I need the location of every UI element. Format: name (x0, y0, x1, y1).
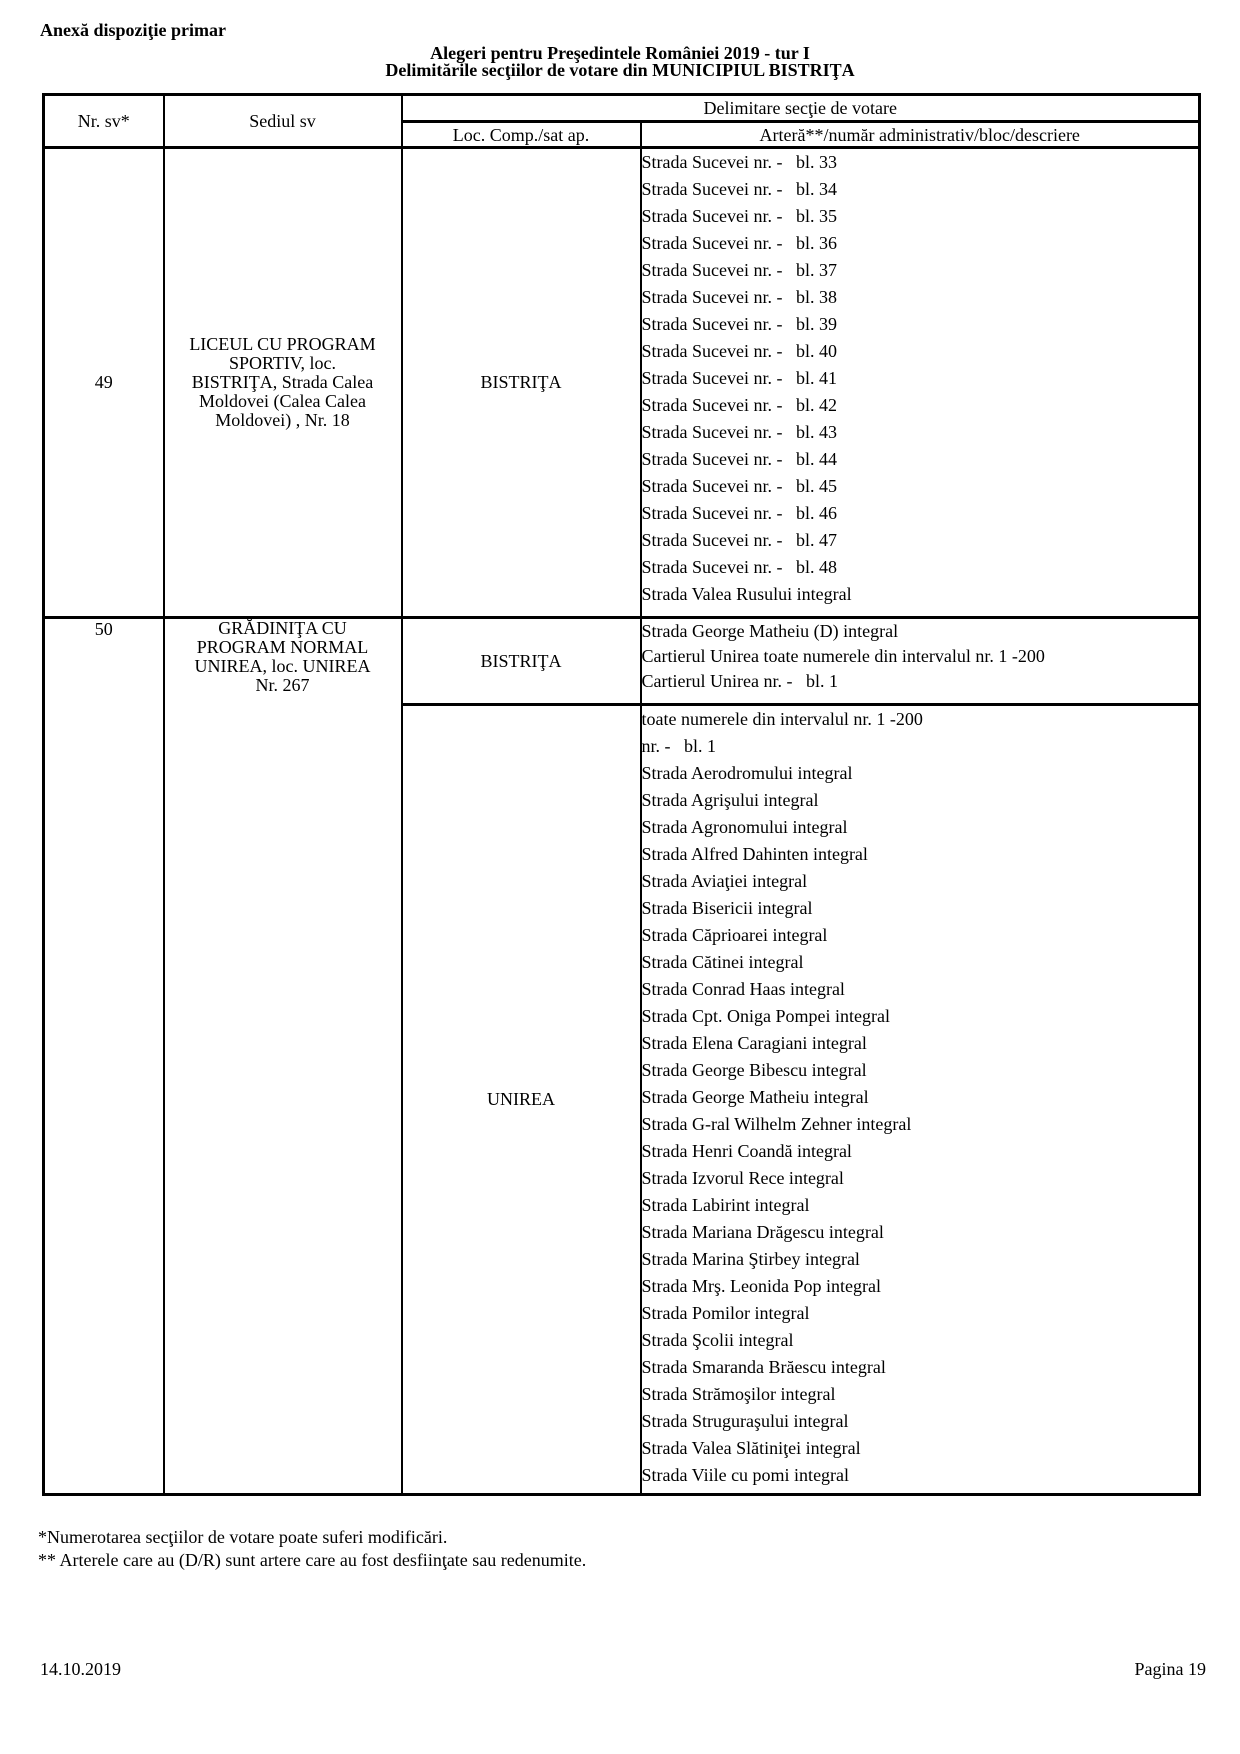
sediu-line: Moldovei (Calea Calea (199, 391, 366, 411)
street-line: Strada Sucevei nr. - bl. 42 (641, 395, 837, 415)
street-line: Strada Alfred Dahinten integral (641, 844, 868, 864)
street-line: Strada Valea Rusului integral (641, 584, 852, 604)
sediu-line: SPORTIV, loc. (228, 353, 337, 373)
street-line: Strada Valea Slătiniţei integral (641, 1438, 861, 1458)
cell-sediu-49 (164, 148, 402, 618)
street-line: Strada Pomilor integral (641, 1303, 810, 1323)
street-line: Strada Sucevei nr. - bl. 36 (641, 233, 837, 253)
street-line: Strada George Matheiu (D) integral (641, 621, 899, 641)
delimitation-table (42, 93, 1201, 1496)
street-line: Strada Sucevei nr. - bl. 37 (641, 260, 837, 280)
street-line: Cartierul Unirea nr. - bl. 1 (641, 671, 838, 691)
street-line: Strada Aviaţiei integral (641, 871, 808, 891)
page-footer (40, 1659, 1206, 1679)
footnotes (38, 1526, 586, 1572)
street-line: Strada Conrad Haas integral (641, 979, 845, 999)
street-line: Strada Sucevei nr. - bl. 41 (641, 368, 837, 388)
street-line: Strada Căprioarei integral (641, 925, 828, 945)
cell-streets-50-bistrita (641, 618, 1200, 705)
street-line: Strada Agrişului integral (641, 790, 819, 810)
sediu-line: LICEUL CU PROGRAM (189, 334, 376, 354)
street-line: Strada Sucevei nr. - bl. 44 (641, 449, 837, 469)
street-line: Strada Mariana Drăgescu integral (641, 1222, 884, 1242)
footer-date: 14.10.2019 (40, 1659, 121, 1679)
street-line: Strada Marina Ştirbey integral (641, 1249, 860, 1269)
street-line: Strada Labirint integral (641, 1195, 810, 1215)
street-line: Strada Sucevei nr. - bl. 35 (641, 206, 837, 226)
street-line: Strada Sucevei nr. - bl. 38 (641, 287, 837, 307)
street-line: Strada Smaranda Brăescu integral (641, 1357, 886, 1377)
cell-nr-50: 50 (44, 618, 164, 1495)
street-line: nr. - bl. 1 (641, 736, 716, 756)
sediu-line: BISTRIŢA, Strada Calea (191, 372, 374, 392)
street-line: Strada Bisericii integral (641, 898, 813, 918)
street-line: Strada Viile cu pomi integral (641, 1465, 850, 1485)
street-line: Strada Sucevei nr. - bl. 45 (641, 476, 837, 496)
footnote-2: ** Arterele care au (D/R) sunt artere care au fost desfiinţate sau redenumite. (38, 1550, 587, 1570)
street-line: Strada Cătinei integral (641, 952, 804, 972)
header-loc-comp: Loc. Comp./sat ap. (402, 122, 641, 148)
title-line-1: Alegeri pentru Preşedintele României 2019 - tur I (430, 43, 810, 63)
street-line: Strada George Matheiu integral (641, 1087, 869, 1107)
street-line: Strada Sucevei nr. - bl. 39 (641, 314, 837, 334)
street-line: Strada Sucevei nr. - bl. 40 (641, 341, 837, 361)
footnote-1: *Numerotarea secţiilor de votare poate suferi modificări. (38, 1527, 448, 1547)
cell-streets-49 (641, 148, 1200, 618)
sediu-line: Nr. 267 (255, 675, 310, 695)
street-line: Strada Aerodromului integral (641, 763, 853, 783)
sediu-line: GRĂDINIŢA CU (218, 618, 347, 638)
sediu-line: Moldovei) , Nr. 18 (215, 410, 350, 430)
street-line: Strada Cpt. Oniga Pompei integral (641, 1006, 890, 1026)
header-artera: Arteră**/număr administrativ/bloc/descriere (641, 122, 1200, 148)
street-line: Strada Şcolii integral (641, 1330, 794, 1350)
table-row-50-bistrita (44, 618, 1200, 705)
header-sediul-sv: Sediul sv (164, 95, 402, 148)
street-line: toate numerele din intervalul nr. 1 -200 (641, 709, 923, 729)
street-line: Strada Agronomului integral (641, 817, 848, 837)
header-row-1 (44, 95, 1200, 122)
street-line: Strada Mrş. Leonida Pop integral (641, 1276, 881, 1296)
street-line: Strada G-ral Wilhelm Zehner integral (641, 1114, 912, 1134)
street-line: Strada Elena Caragiani integral (641, 1033, 867, 1053)
cell-loc-50-bistrita: BISTRIŢA (402, 618, 641, 705)
street-line: Strada Sucevei nr. - bl. 46 (641, 503, 837, 523)
table-row-49 (44, 148, 1200, 618)
sediu-line: UNIREA, loc. UNIREA (194, 656, 371, 676)
street-line: Strada Henri Coandă integral (641, 1141, 852, 1161)
street-line: Strada Sucevei nr. - bl. 43 (641, 422, 837, 442)
cell-loc-49: BISTRIŢA (402, 148, 641, 618)
annex-note: Anexă dispoziţie primar (40, 20, 226, 40)
street-line: Strada Struguraşului integral (641, 1411, 849, 1431)
cell-loc-50-unirea: UNIREA (402, 705, 641, 1495)
street-line: Strada George Bibescu integral (641, 1060, 867, 1080)
street-line: Strada Strămoşilor integral (641, 1384, 836, 1404)
header-nr-sv: Nr. sv* (44, 95, 164, 148)
cell-sediu-50 (164, 618, 402, 1495)
street-line: Cartierul Unirea toate numerele din intervalul nr. 1 -200 (641, 646, 1045, 666)
sediu-line: PROGRAM NORMAL (196, 637, 369, 657)
cell-streets-50-unirea (641, 705, 1200, 1495)
document-title (0, 45, 1240, 79)
street-line: Strada Izvorul Rece integral (641, 1168, 844, 1188)
footer-page-number: Pagina 19 (1134, 1659, 1206, 1679)
street-line: Strada Sucevei nr. - bl. 33 (641, 152, 837, 172)
street-line: Strada Sucevei nr. - bl. 48 (641, 557, 837, 577)
header-delimitare: Delimitare secţie de votare (402, 95, 1200, 122)
street-line: Strada Sucevei nr. - bl. 47 (641, 530, 837, 550)
street-line: Strada Sucevei nr. - bl. 34 (641, 179, 837, 199)
title-line-2: Delimitările secţiilor de votare din MUNICIPIUL BISTRIŢA (385, 60, 855, 80)
cell-nr-49: 49 (44, 148, 164, 618)
